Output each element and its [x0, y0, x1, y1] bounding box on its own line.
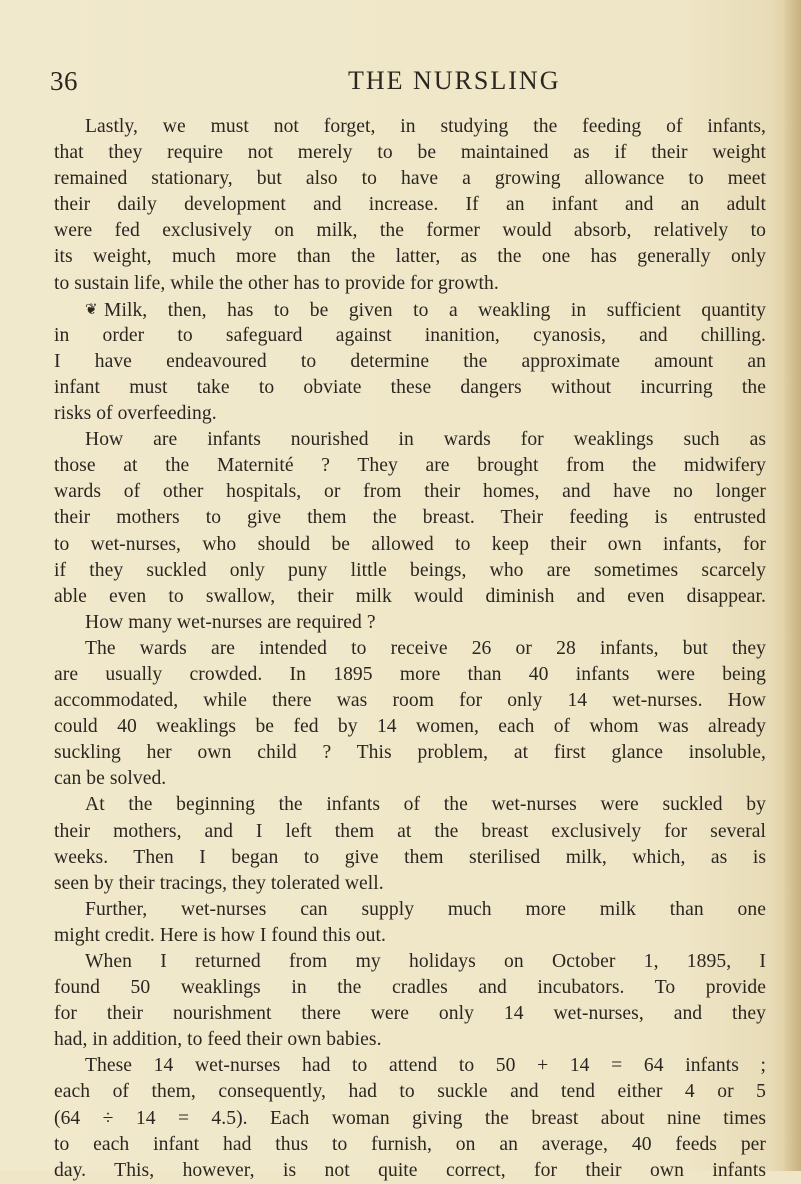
text-line	[54, 636, 766, 662]
text-line-content: accommodated, while there was room for only 14 wet-nurses. How	[54, 690, 766, 712]
text-line-content: Lastly, we must not forget, in studying the feeding of infants,	[85, 116, 766, 137]
text-line-content: The wards are intended to receive 26 or 28 infants, but they	[85, 637, 766, 659]
text-line-content: Milk, then, has to be given to a weakling in sufficient quantity	[104, 299, 766, 321]
text-line-content: their mothers to give them the breast. Their feeding is entrusted	[54, 507, 766, 529]
text-line	[54, 114, 766, 140]
text-line	[54, 1053, 766, 1079]
text-line-content: Further, wet-nurses can supply much more milk than one	[85, 898, 766, 920]
text-line-content: These 14 wet-nurses had to attend to 50 + 14 = 64 infants ;	[85, 1055, 766, 1077]
text-line	[54, 532, 766, 558]
text-line-content: if they suckled only puny little beings, who are sometimes scarcely	[54, 559, 766, 581]
text-line	[54, 558, 766, 584]
text-line-content: able even to swallow, their milk would diminish and even disappear.	[54, 585, 766, 607]
section-mark-icon: ❦	[85, 301, 98, 318]
text-line-content: (64 ÷ 14 = 4.5). Each woman giving the breast about nine times	[54, 1107, 766, 1129]
text-line-content: seen by their tracings, they tolerated well.	[54, 872, 384, 894]
text-line	[54, 401, 766, 427]
text-line	[54, 297, 766, 323]
text-line	[54, 688, 766, 714]
text-line-content: their daily development and increase. If an infant and an adult	[54, 194, 766, 216]
text-line	[54, 1001, 766, 1027]
text-line-content: day. This, however, is not quite correct, for their own infants	[54, 1159, 766, 1181]
text-line	[54, 479, 766, 505]
text-line-content: its weight, much more than the latter, as the one has generally only	[54, 246, 766, 268]
text-line-content: How many wet-nurses are required ?	[85, 611, 376, 633]
text-line-content: to sustain life, while the other has to provide for growth.	[54, 272, 499, 294]
text-line	[54, 218, 766, 244]
running-title: THE NURSLING	[348, 66, 561, 95]
text-line	[54, 584, 766, 610]
text-line	[54, 1079, 766, 1105]
text-line	[54, 453, 766, 479]
text-line-content: risks of overfeeding.	[54, 403, 217, 425]
text-line	[54, 871, 766, 897]
text-line-content: are usually crowded. In 1895 more than 40 infants were being	[54, 663, 766, 685]
text-line	[54, 1132, 766, 1158]
text-line-content: I have endeavoured to determine the approximate amount an	[54, 350, 766, 372]
text-line-content: their mothers, and I left them at the breast exclusively for several	[54, 820, 766, 842]
text-line	[54, 610, 766, 636]
text-line-content: weeks. Then I began to give them sterilised milk, which, as is	[54, 846, 766, 868]
text-line-content: each of them, consequently, had to suckle and tend either 4 or 5	[54, 1081, 766, 1103]
text-line	[54, 1106, 766, 1132]
text-line	[54, 819, 766, 845]
text-line	[54, 192, 766, 218]
text-line	[54, 271, 766, 297]
text-line-content: could 40 weaklings be fed by 14 women, each of whom was already	[54, 716, 766, 738]
text-line-content: suckling her own child ? This problem, at first glance insoluble,	[54, 742, 766, 764]
text-line-content: that they require not merely to be maintained as if their weight	[54, 142, 766, 164]
text-line	[54, 662, 766, 688]
text-line-content: for their nourishment there were only 14 wet-nurses, and they	[54, 1003, 766, 1025]
text-line-content: can be solved.	[54, 768, 167, 790]
text-line	[54, 714, 766, 740]
text-line-content: had, in addition, to feed their own babies.	[54, 1029, 382, 1051]
page-header	[50, 66, 750, 106]
text-line-content: How are infants nourished in wards for weaklings such as	[85, 429, 766, 451]
text-line	[54, 166, 766, 192]
text-line	[54, 1027, 766, 1053]
text-line	[54, 923, 766, 949]
page-edge-shadow	[783, 0, 801, 1171]
text-line	[54, 949, 766, 975]
text-line	[54, 845, 766, 871]
text-line-content: When I returned from my holidays on October 1, 1895, I	[85, 951, 766, 972]
text-line	[54, 766, 766, 792]
text-line-content: those at the Maternité ? They are brought from the midwifery	[54, 455, 766, 477]
text-line-content: At the beginning the infants of the wet-nurses were suckled by	[85, 794, 766, 816]
text-line-content: remained stationary, but also to have a growing allowance to meet	[54, 168, 766, 190]
text-line	[54, 792, 766, 818]
text-line	[54, 897, 766, 923]
text-line	[54, 375, 766, 401]
text-line-content: in order to safeguard against inanition, cyanosis, and chilling.	[54, 324, 766, 346]
text-line	[54, 140, 766, 166]
body-text	[54, 114, 766, 1184]
text-line	[54, 323, 766, 349]
text-line	[54, 427, 766, 453]
text-line	[54, 244, 766, 270]
text-line	[54, 740, 766, 766]
text-line-content: to wet-nurses, who should be allowed to keep their own infants, for	[54, 533, 766, 555]
text-line	[54, 975, 766, 1001]
page-number: 36	[50, 66, 78, 96]
text-line-content: infant must take to obviate these dangers without incurring the	[54, 376, 766, 398]
text-line-content: found 50 weaklings in the cradles and incubators. To provide	[54, 977, 766, 999]
text-line	[54, 505, 766, 531]
text-line-content: might credit. Here is how I found this out.	[54, 924, 386, 946]
text-line-content: to each infant had thus to furnish, on an average, 40 feeds per	[54, 1133, 766, 1155]
text-line	[54, 349, 766, 375]
text-line-content: wards of other hospitals, or from their homes, and have no longer	[54, 481, 766, 503]
text-line-content: were fed exclusively on milk, the former would absorb, relatively to	[54, 220, 766, 242]
